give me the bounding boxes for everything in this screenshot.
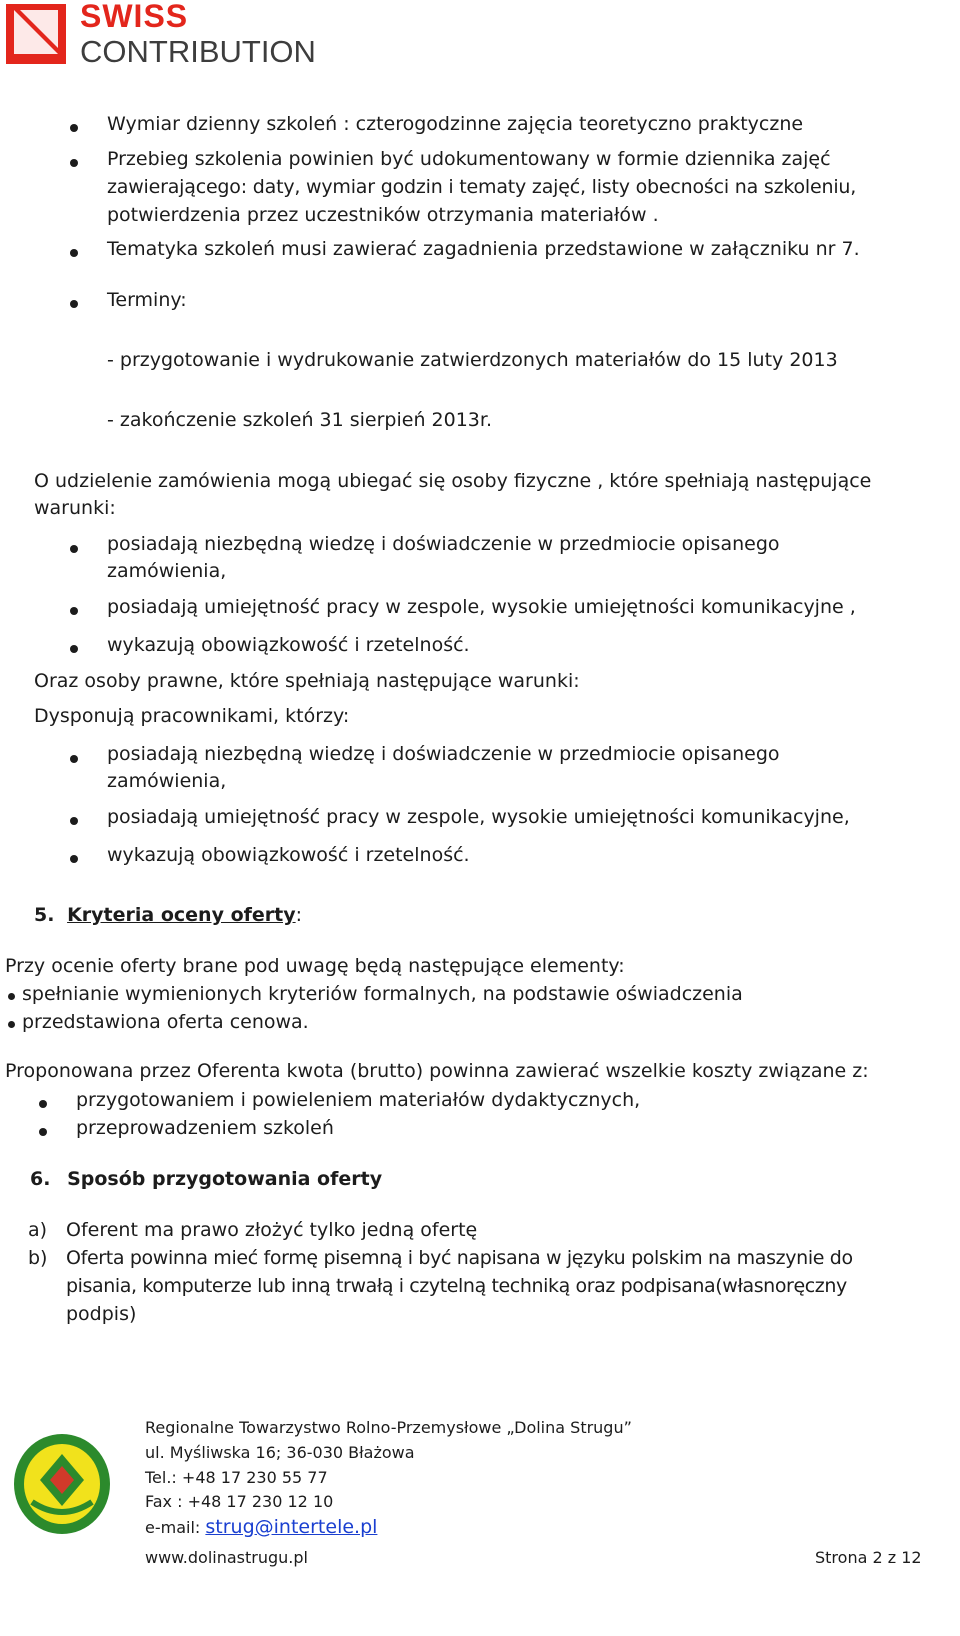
swiss-flag-icon: [6, 4, 66, 64]
list-marker: a): [28, 1219, 48, 1241]
list-item-line: posiadają niezbędną wiedzę i doświadczenie w przedmiocie opisanego: [107, 743, 780, 765]
list-item-line: [107, 148, 919, 170]
bullet-icon: [8, 993, 15, 1000]
email-row: [145, 1516, 377, 1538]
section-number: 6.: [30, 1168, 51, 1190]
logo-swiss-text: SWISS: [80, 0, 189, 34]
address: ul. Myśliwska 16; 36-030 Błażowa: [145, 1443, 415, 1462]
fax: Fax : +48 17 230 12 10: [145, 1492, 334, 1511]
list-item: przedstawiona oferta cenowa.: [22, 1011, 309, 1033]
list-item-line: podpis): [66, 1303, 137, 1325]
paragraph-line: O udzielenie zamówienia mogą ubiegać się osoby fizyczne , które spełniają następujące: [34, 470, 872, 492]
list-item: posiadają umiejętność pracy w zespole, wysokie umiejętności komunikacyjne,: [107, 806, 850, 828]
list-item-line: zamówienia,: [107, 560, 227, 582]
list-item: Terminy:: [107, 289, 187, 311]
section-title: Sposób przygotowania oferty: [67, 1168, 383, 1190]
list-item: Tematyka szkoleń musi zawierać zagadnienia przedstawione w załączniku nr 7.: [107, 238, 860, 260]
dolina-strugu-logo: [12, 1432, 112, 1536]
list-item: posiadają umiejętność pracy w zespole, wysokie umiejętności komunikacyjne ,: [107, 596, 856, 618]
bullet-icon: [8, 1021, 15, 1028]
phone: Tel.: +48 17 230 55 77: [145, 1468, 328, 1487]
bullet-icon: [39, 1100, 47, 1108]
bullet-icon: [70, 645, 78, 653]
list-item: przygotowaniem i powieleniem materiałów dydaktycznych,: [76, 1089, 641, 1111]
line-text: Przebieg szkolenia powinien być udokumentowany w formie dziennika zajęć: [107, 148, 831, 170]
section-title-suffix: :: [295, 904, 303, 926]
list-item: wykazują obowiązkowość i rzetelność.: [107, 844, 470, 866]
section-title: Kryteria oceny oferty: [67, 904, 296, 926]
list-item-line: zawierającego: daty, wymiar godzin i tematy zajęć, listy obecności na szkoleniu,: [107, 176, 857, 198]
term-line: - zakończenie szkoleń 31 sierpień 2013r.: [107, 409, 493, 431]
bullet-icon: [70, 300, 78, 308]
paragraph-line: warunki:: [34, 497, 116, 519]
list-item-line: pisania, komputerze lub inną trwałą i czytelną techniką oraz podpisana(własnoręczny: [66, 1275, 847, 1297]
list-item: Wymiar dzienny szkoleń : czterogodzinne zajęcia teoretyczno praktyczne: [107, 113, 804, 135]
section-heading: [30, 1168, 382, 1190]
bullet-icon: [70, 607, 78, 615]
email-label: e-mail:: [145, 1518, 201, 1537]
logo-contribution-text: CONTRIBUTION: [80, 34, 316, 69]
bullet-icon: [39, 1128, 47, 1136]
bullet-icon: [70, 249, 78, 257]
bullet-icon: [70, 159, 78, 167]
website[interactable]: www.dolinastrugu.pl: [145, 1548, 308, 1567]
list-item-line: zamówienia,: [107, 770, 227, 792]
list-item: wykazują obowiązkowość i rzetelność.: [107, 634, 470, 656]
list-item: spełnianie wymienionych kryteriów formalnych, na podstawie oświadczenia: [22, 983, 743, 1005]
org-name: Regionalne Towarzystwo Rolno-Przemysłowe „Dolina Strugu”: [145, 1418, 632, 1437]
bullet-icon: [70, 817, 78, 825]
section-number: 5.: [34, 904, 55, 926]
paragraph: Proponowana przez Oferenta kwota (brutto) powinna zawierać wszelkie koszty związane z:: [5, 1060, 869, 1082]
paragraph: Dysponują pracownikami, którzy:: [34, 705, 350, 727]
paragraph: Oraz osoby prawne, które spełniają następujące warunki:: [34, 670, 580, 692]
list-item: przeprowadzeniem szkoleń: [76, 1117, 334, 1139]
list-marker: b): [28, 1247, 48, 1269]
page-number: Strona 2 z 12: [815, 1548, 922, 1567]
section-heading: [34, 904, 302, 926]
bullet-icon: [70, 755, 78, 763]
list-item-line: potwierdzenia przez uczestników otrzymania materiałów .: [107, 204, 659, 226]
email-link[interactable]: strug@intertele.pl: [205, 1516, 378, 1538]
list-item: Oferent ma prawo złożyć tylko jedną ofertę: [66, 1219, 478, 1241]
bullet-icon: [70, 855, 78, 863]
term-line: - przygotowanie i wydrukowanie zatwierdzonych materiałów do 15 luty 2013: [107, 349, 838, 371]
bullet-icon: [70, 124, 78, 132]
list-item-line: Oferta powinna mieć formę pisemną i być napisana w języku polskim na maszynie do: [66, 1247, 853, 1269]
bullet-icon: [70, 545, 78, 553]
list-item-line: posiadają niezbędną wiedzę i doświadczenie w przedmiocie opisanego: [107, 533, 780, 555]
paragraph: Przy ocenie oferty brane pod uwagę będą następujące elementy:: [5, 955, 625, 977]
